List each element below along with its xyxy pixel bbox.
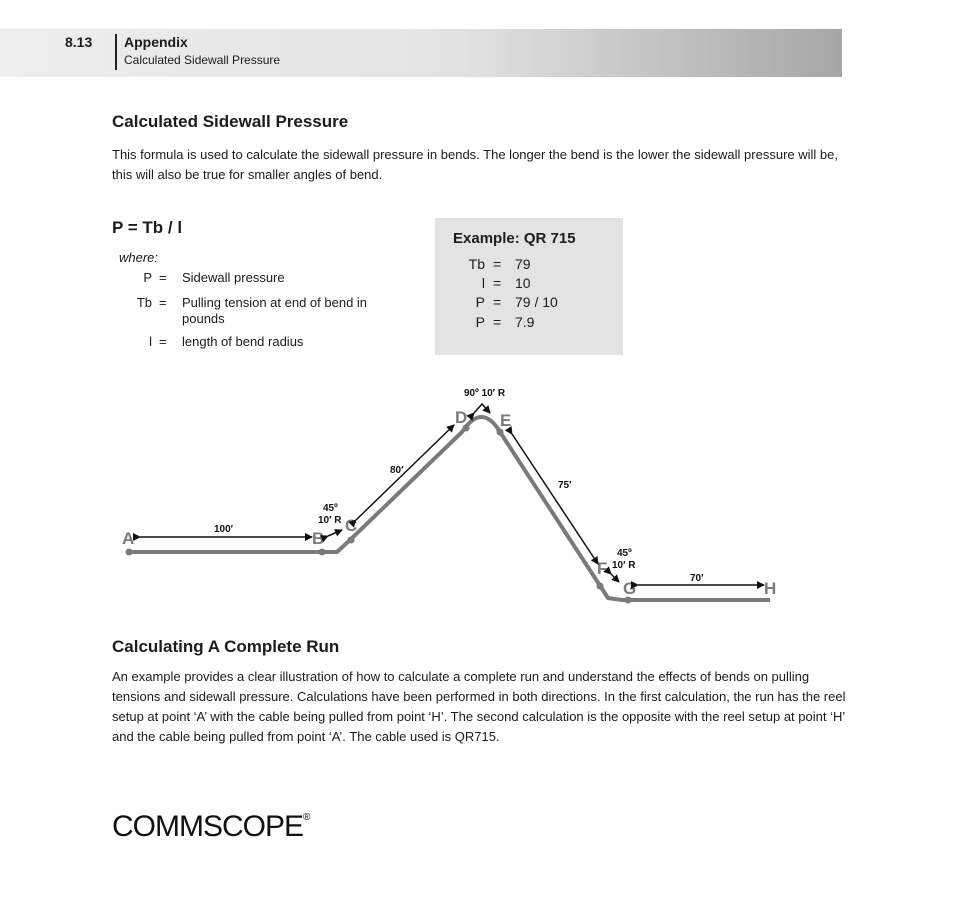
definition-meaning: length of bend radius [182, 334, 304, 349]
point-marker [348, 537, 355, 544]
segment-label-ef: 75′ [558, 480, 572, 491]
section-heading-sidewall: Calculated Sidewall Pressure [112, 112, 349, 131]
example-key: P [475, 314, 485, 330]
definition-equals: = [159, 334, 167, 349]
segment-label-cd: 80′ [390, 465, 404, 476]
example-key: l [481, 275, 485, 291]
segment-label-ab: 100′ [214, 524, 234, 535]
bend-label-bc-radius: 10′ R [318, 515, 342, 526]
cable-run-diagram [0, 380, 954, 610]
definition-symbol: P [143, 270, 152, 285]
point-label-a: A [122, 529, 135, 548]
definition-symbol: l [149, 334, 152, 349]
definition-equals: = [159, 295, 167, 310]
header-divider [115, 34, 117, 70]
logo-text: COMMSCOPE [112, 810, 304, 843]
example-key: Tb [468, 256, 485, 272]
example-value: 10 [515, 275, 531, 291]
point-label-d: D [455, 408, 468, 427]
example-equals: = [493, 294, 502, 310]
example-title: Example: QR 715 [453, 230, 576, 247]
section-number: 8.13 [65, 34, 93, 50]
segment-label-gh: 70′ [690, 573, 704, 584]
point-marker [126, 549, 133, 556]
commscope-logo [112, 810, 309, 844]
point-label-h: H [764, 579, 777, 598]
point-label-f: F [597, 559, 608, 578]
header-subtitle: Calculated Sidewall Pressure [124, 53, 281, 67]
point-label-g: G [623, 579, 637, 598]
bend-label-bc-angle: 45º [323, 503, 338, 514]
bend-label-fg-radius: 10′ R [612, 560, 636, 571]
formula-expression: P = Tb / l [112, 218, 183, 237]
point-label-b: B [312, 529, 325, 548]
example-equals: = [493, 314, 502, 330]
header-title: Appendix [124, 34, 188, 50]
complete-run-paragraph: An example provides a clear illustration of how to calculate a complete run and understand the effects of bends on pulling tensions and sidewall pressure. Calculations have been performed in both directions. In the first calculation, the run has the reel setup at point ‘A’ with the cable being pulled from point ‘H’. The second calculation is the opposite with the reel setup at point ‘H’ and the cable being pulled from point ‘A’. The cable used is QR715. [112, 669, 846, 744]
bend-label-fg-angle: 45º [617, 548, 632, 559]
dimension-arrow-ef [512, 434, 598, 564]
bend-arrow-de [474, 404, 490, 413]
definition-equals: = [159, 270, 167, 285]
example-value: 79 [515, 256, 531, 272]
section-heading-complete-run: Calculating A Complete Run [112, 637, 340, 656]
bend-arrow-bc [328, 530, 342, 536]
bend-arrow-fg [611, 574, 619, 582]
definition-meaning: Pulling tension at end of bend in pounds [182, 295, 368, 326]
example-value: 7.9 [515, 314, 535, 330]
example-value: 79 / 10 [515, 294, 558, 310]
where-label: where: [119, 250, 159, 265]
example-key: P [475, 294, 485, 310]
definition-meaning: Sidewall pressure [182, 270, 285, 285]
cable-path [129, 417, 770, 600]
bend-label-de: 90º 10′ R [464, 388, 506, 399]
example-equals: = [493, 256, 502, 272]
example-box [435, 218, 623, 355]
point-marker [597, 583, 604, 590]
point-marker [319, 549, 326, 556]
section-intro-paragraph: This formula is used to calculate the sidewall pressure in bends. The longer the bend is the lower the sidewall pressure will be, this will also be true for smaller angles of bend. [112, 147, 838, 182]
example-equals: = [493, 275, 502, 291]
dimension-arrow-cd [356, 425, 454, 520]
point-label-e: E [500, 411, 512, 430]
definition-symbol: Tb [136, 295, 152, 310]
registered-mark: ® [303, 812, 310, 823]
point-label-c: C [345, 516, 358, 535]
